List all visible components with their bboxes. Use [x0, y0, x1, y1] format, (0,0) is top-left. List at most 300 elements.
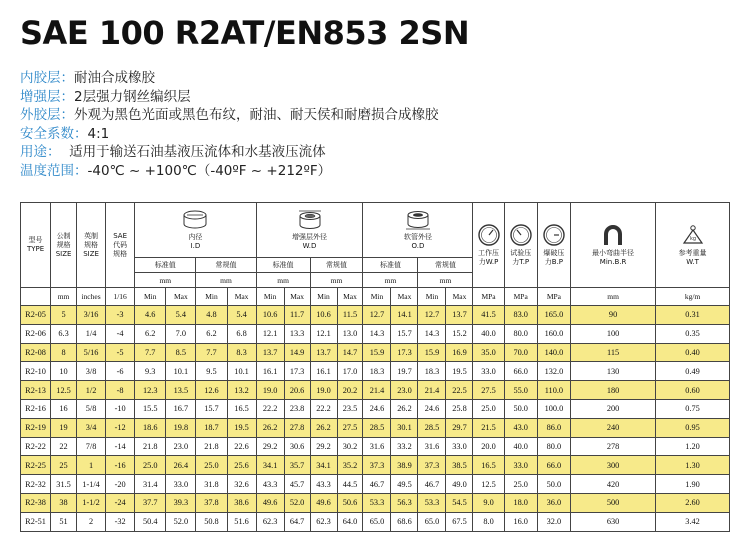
table-cell: 3/4 [77, 418, 106, 437]
table-cell: 14.9 [284, 343, 310, 362]
unit-max: Max [284, 288, 310, 306]
table-cell: 12.5 [473, 475, 504, 494]
table-cell: -5 [106, 343, 135, 362]
table-cell: 21.4 [418, 381, 446, 400]
table-cell: 37.7 [135, 493, 166, 512]
unit-min: Min [135, 288, 166, 306]
table-cell: 13.0 [337, 324, 363, 343]
table-row [21, 437, 730, 456]
table-cell: 300 [571, 456, 656, 475]
table-cell: 20.2 [337, 381, 363, 400]
table-cell: 45.7 [284, 475, 310, 494]
table-cell: 65.0 [363, 512, 391, 531]
table-cell: 10.1 [227, 362, 256, 381]
table-cell: 165.0 [537, 306, 570, 325]
table-cell: 8.5 [166, 343, 196, 362]
unit-min: Min [196, 288, 227, 306]
table-cell: 0.40 [656, 343, 730, 362]
table-cell: 35.2 [337, 456, 363, 475]
table-row [21, 475, 730, 494]
unit-min: Min [310, 288, 337, 306]
table-cell: -32 [106, 512, 135, 531]
table-cell: 15.2 [446, 324, 473, 343]
table-cell: 21.8 [135, 437, 166, 456]
table-cell: -6 [106, 362, 135, 381]
table-cell: 31.6 [363, 437, 391, 456]
table-cell: 80.0 [504, 324, 537, 343]
table-cell: 16.9 [446, 343, 473, 362]
table-cell: 15.5 [135, 399, 166, 418]
unit-max: Max [227, 288, 256, 306]
table-cell: 0.95 [656, 418, 730, 437]
table-cell: 67.5 [446, 512, 473, 531]
table-cell: 38.5 [446, 456, 473, 475]
table-cell: 40.0 [504, 437, 537, 456]
header-common: 常规值 [418, 258, 473, 273]
table-cell: 16.1 [310, 362, 337, 381]
table-cell: 18.3 [418, 362, 446, 381]
table-cell: 18.6 [135, 418, 166, 437]
table-cell: 420 [571, 475, 656, 494]
table-cell: 1/2 [77, 381, 106, 400]
table-cell: 33.2 [391, 437, 418, 456]
table-cell: 26.2 [310, 418, 337, 437]
table-cell: 41.5 [473, 306, 504, 325]
table-cell: 66.0 [537, 456, 570, 475]
header-metric-size: 公制 规格 SIZE [51, 203, 77, 288]
table-row [21, 456, 730, 475]
table-cell: 1 [77, 456, 106, 475]
table-cell: 27.5 [337, 418, 363, 437]
table-cell: 53.3 [363, 493, 391, 512]
spec-key: 安全系数： [20, 125, 88, 142]
table-cell: 14.1 [391, 306, 418, 325]
table-cell: 26.2 [256, 418, 284, 437]
table-cell: 23.0 [391, 381, 418, 400]
table-cell: 37.3 [363, 456, 391, 475]
pressure-gauge-icon [509, 223, 533, 247]
table-row [21, 512, 730, 531]
outer-diameter-icon [403, 209, 433, 231]
table-cell: 12.7 [418, 306, 446, 325]
table-cell: 1-1/2 [77, 493, 106, 512]
table-cell: 68.6 [391, 512, 418, 531]
table-row [21, 493, 730, 512]
table-cell: 19.8 [166, 418, 196, 437]
table-cell: 64.0 [337, 512, 363, 531]
header-std: 标准值 [256, 258, 310, 273]
table-cell: 17.0 [337, 362, 363, 381]
table-cell: 14.3 [363, 324, 391, 343]
table-cell: 49.0 [446, 475, 473, 494]
table-cell: 70.0 [504, 343, 537, 362]
unit-mpa: MPa [473, 288, 504, 306]
table-cell: 37.3 [418, 456, 446, 475]
table-cell: 23.8 [284, 399, 310, 418]
table-cell: 200 [571, 399, 656, 418]
header-wp: 工作压 力W.P [473, 203, 504, 288]
table-cell: 16 [51, 399, 77, 418]
table-cell: 18.7 [196, 418, 227, 437]
header-weight: kg 参考重量 W.T [656, 203, 730, 288]
pressure-gauge-icon [477, 223, 501, 247]
table-cell: 44.5 [337, 475, 363, 494]
table-cell: 49.6 [310, 493, 337, 512]
table-cell: 19.0 [256, 381, 284, 400]
table-cell: 30.2 [337, 437, 363, 456]
table-cell: 25.6 [227, 456, 256, 475]
table-cell: 19.7 [391, 362, 418, 381]
table-cell: 11.5 [337, 306, 363, 325]
table-cell: 9.5 [196, 362, 227, 381]
table-cell: 64.7 [284, 512, 310, 531]
table-cell: 3/16 [77, 306, 106, 325]
table-cell: 14.3 [418, 324, 446, 343]
header-type: 型号 TYPE [21, 203, 51, 288]
unit-max: Max [166, 288, 196, 306]
table-cell: 27.8 [284, 418, 310, 437]
table-cell: 38.9 [391, 456, 418, 475]
table-row [21, 381, 730, 400]
table-cell: 33.0 [473, 362, 504, 381]
weight-icon [681, 223, 705, 247]
table-cell: 66.0 [504, 362, 537, 381]
table-cell: 90 [571, 306, 656, 325]
table-cell: 13.3 [284, 324, 310, 343]
table-cell: 5.4 [227, 306, 256, 325]
page-title: SAE 100 R2AT/EN853 2SN [20, 14, 470, 52]
table-cell: 50.4 [135, 512, 166, 531]
table-cell: 16.0 [504, 512, 537, 531]
table-cell: 3.42 [656, 512, 730, 531]
table-cell: 20.0 [473, 437, 504, 456]
table-cell: -4 [106, 324, 135, 343]
spec-key: 外胶层： [20, 107, 74, 123]
table-cell: 15.9 [363, 343, 391, 362]
unit-sixteenth: 1/16 [106, 288, 135, 306]
table-cell: 25.0 [473, 399, 504, 418]
table-cell: -3 [106, 306, 135, 325]
row-type-cell: R2-06 [21, 324, 51, 343]
spec-temperature [20, 162, 439, 181]
table-cell: 27.5 [473, 381, 504, 400]
table-cell: 12.1 [256, 324, 284, 343]
header-inch-size: 英制 规格 SIZE [77, 203, 106, 288]
unit-max: Max [337, 288, 363, 306]
table-cell: 4.8 [196, 306, 227, 325]
spec-list [20, 69, 439, 180]
table-cell: 9.0 [473, 493, 504, 512]
svg-text:kg: kg [689, 236, 696, 242]
table-cell: 38.6 [227, 493, 256, 512]
spec-key: 温度范围： [20, 162, 88, 179]
spec-key: 增强层： [20, 88, 74, 105]
spec-reinforcement [20, 88, 439, 107]
table-cell: 7.7 [135, 343, 166, 362]
table-cell: -16 [106, 456, 135, 475]
unit-mm: mm [571, 288, 656, 306]
spec-value: 耐油合成橡胶 [74, 70, 155, 86]
table-cell: 21.5 [473, 418, 504, 437]
unit-mm: mm [196, 273, 256, 288]
table-cell: 54.5 [446, 493, 473, 512]
table-cell: 32.6 [227, 475, 256, 494]
spec-value: 2层强力钢丝编织层 [74, 88, 191, 105]
unit-mm: mm [51, 288, 77, 306]
table-cell: 39.3 [166, 493, 196, 512]
table-cell: 19.5 [227, 418, 256, 437]
row-type-cell: R2-32 [21, 475, 51, 494]
row-type-cell: R2-38 [21, 493, 51, 512]
table-cell: 132.0 [537, 362, 570, 381]
table-cell: 13.5 [166, 381, 196, 400]
table-cell: 46.7 [363, 475, 391, 494]
table-cell: 30.1 [391, 418, 418, 437]
table-cell: 0.35 [656, 324, 730, 343]
spec-outer-layer [20, 106, 439, 125]
spec-value: 适用于输送石油基液压流体和水基液压流体 [60, 144, 326, 160]
table-cell: 50.8 [196, 512, 227, 531]
table-cell: 115 [571, 343, 656, 362]
table-cell: 19.0 [310, 381, 337, 400]
table-cell: -24 [106, 493, 135, 512]
table-cell: 6.3 [51, 324, 77, 343]
unit-mpa: MPa [504, 288, 537, 306]
table-cell: 21.8 [196, 437, 227, 456]
table-cell: 38 [51, 493, 77, 512]
table-cell: 51.6 [227, 512, 256, 531]
table-cell: 24.6 [418, 399, 446, 418]
table-row [21, 343, 730, 362]
row-type-cell: R2-10 [21, 362, 51, 381]
header-min-bend-radius: 最小弯曲半径 Min.B.R [571, 203, 656, 288]
table-cell: 22.5 [446, 381, 473, 400]
table-cell: 5/16 [77, 343, 106, 362]
table-cell: 500 [571, 493, 656, 512]
table-cell: 25.8 [446, 399, 473, 418]
row-type-cell: R2-16 [21, 399, 51, 418]
header-std: 标准值 [363, 258, 418, 273]
spec-value: 4:1 [87, 125, 110, 142]
table-cell: 31.4 [135, 475, 166, 494]
table-row [21, 362, 730, 381]
table-cell: 16.7 [166, 399, 196, 418]
table-row [21, 418, 730, 437]
table-cell: 3/8 [77, 362, 106, 381]
table-cell: 180 [571, 381, 656, 400]
table-cell: 8.0 [473, 512, 504, 531]
table-cell: 25.0 [504, 475, 537, 494]
table-cell: 16.5 [227, 399, 256, 418]
table-row [21, 306, 730, 325]
spec-key: 用途： [20, 144, 61, 160]
table-cell: 30.6 [284, 437, 310, 456]
table-cell: -14 [106, 437, 135, 456]
unit-inches: inches [77, 288, 106, 306]
spec-table [20, 202, 730, 532]
table-cell: 86.0 [537, 418, 570, 437]
table-cell: 17.3 [284, 362, 310, 381]
table-cell: 13.7 [256, 343, 284, 362]
table-cell: 23.0 [166, 437, 196, 456]
unit-blank [21, 288, 51, 306]
table-cell: 0.75 [656, 399, 730, 418]
table-cell: 14.7 [337, 343, 363, 362]
header-wd: 增强层外径 W.D [256, 203, 363, 258]
table-cell: 10.1 [166, 362, 196, 381]
table-cell: 7.7 [196, 343, 227, 362]
table-cell: 17.3 [391, 343, 418, 362]
table-cell: 10.6 [310, 306, 337, 325]
table-cell: 6.8 [227, 324, 256, 343]
table-cell: 29.2 [310, 437, 337, 456]
table-cell: 34.1 [256, 456, 284, 475]
table-cell: 0.31 [656, 306, 730, 325]
table-cell: 35.0 [473, 343, 504, 362]
table-cell: 22.2 [256, 399, 284, 418]
table-cell: 49.6 [256, 493, 284, 512]
table-cell: 50.0 [537, 475, 570, 494]
table-cell: 5.4 [166, 306, 196, 325]
row-type-cell: R2-22 [21, 437, 51, 456]
table-cell: 19.5 [446, 362, 473, 381]
header-sae: SAE 代码 规格 [106, 203, 135, 288]
table-cell: 33.0 [166, 475, 196, 494]
table-cell: 12.5 [51, 381, 77, 400]
table-cell: 20.6 [284, 381, 310, 400]
spec-application [20, 143, 439, 162]
table-row [21, 399, 730, 418]
table-cell: 31.5 [51, 475, 77, 494]
table-cell: 43.0 [504, 418, 537, 437]
table-cell: 2 [77, 512, 106, 531]
table-cell: 22.2 [310, 399, 337, 418]
table-row [21, 324, 730, 343]
table-cell: 52.0 [284, 493, 310, 512]
table-cell: 12.1 [310, 324, 337, 343]
table-cell: 36.0 [537, 493, 570, 512]
row-type-cell: R2-51 [21, 512, 51, 531]
table-cell: 43.3 [256, 475, 284, 494]
unit-max: Max [391, 288, 418, 306]
table-cell: 278 [571, 437, 656, 456]
unit-mm: mm [256, 273, 310, 288]
table-cell: -10 [106, 399, 135, 418]
table-cell: 8 [51, 343, 77, 362]
table-cell: 34.1 [310, 456, 337, 475]
table-cell: 4.6 [135, 306, 166, 325]
header-std: 标准值 [135, 258, 196, 273]
table-cell: 13.2 [227, 381, 256, 400]
unit-min: Min [363, 288, 391, 306]
table-cell: 5/8 [77, 399, 106, 418]
unit-mm: mm [135, 273, 196, 288]
table-cell: 10.6 [256, 306, 284, 325]
table-cell: 33.0 [504, 456, 537, 475]
table-cell: 28.5 [418, 418, 446, 437]
unit-kgm: kg/m [656, 288, 730, 306]
table-cell: 6.2 [196, 324, 227, 343]
table-cell: 18.3 [363, 362, 391, 381]
row-type-cell: R2-08 [21, 343, 51, 362]
table-cell: 29.2 [256, 437, 284, 456]
spec-value: -40℃ ~ +100℃（-40ºF ~ +212ºF） [87, 162, 332, 179]
table-cell: 1-1/4 [77, 475, 106, 494]
header-bp: 爆破压 力B.P [537, 203, 570, 288]
table-cell: 33.0 [446, 437, 473, 456]
reinforcement-diameter-icon [295, 209, 325, 231]
spec-safety-factor [20, 125, 439, 144]
unit-mm: mm [363, 273, 418, 288]
table-cell: 22 [51, 437, 77, 456]
table-cell: 56.3 [391, 493, 418, 512]
table-cell: 25 [51, 456, 77, 475]
inner-diameter-icon [180, 209, 210, 231]
table-cell: 7/8 [77, 437, 106, 456]
table-cell: 83.0 [504, 306, 537, 325]
table-cell: -8 [106, 381, 135, 400]
row-type-cell: R2-05 [21, 306, 51, 325]
spec-value: 外观为黑色光面或黑色布纹，耐油、耐天侯和耐磨损合成橡胶 [74, 107, 439, 123]
table-cell: 7.0 [166, 324, 196, 343]
header-od: 软管外径 O.D [363, 203, 473, 258]
table-cell: 51 [51, 512, 77, 531]
table-cell: 12.7 [363, 306, 391, 325]
table-cell: 62.3 [310, 512, 337, 531]
table-cell: 10 [51, 362, 77, 381]
table-cell: 26.2 [391, 399, 418, 418]
table-cell: 32.0 [537, 512, 570, 531]
unit-min: Min [418, 288, 446, 306]
table-cell: 1.20 [656, 437, 730, 456]
table-cell: 31.8 [196, 475, 227, 494]
header-common: 常规值 [196, 258, 256, 273]
table-cell: 100.0 [537, 399, 570, 418]
table-cell: 2.60 [656, 493, 730, 512]
table-cell: 5 [51, 306, 77, 325]
table-cell: 16.5 [473, 456, 504, 475]
table-cell: 29.7 [446, 418, 473, 437]
unit-mm: mm [310, 273, 363, 288]
table-cell: 1/4 [77, 324, 106, 343]
row-type-cell: R2-13 [21, 381, 51, 400]
table-cell: 26.4 [166, 456, 196, 475]
table-cell: 1.30 [656, 456, 730, 475]
table-cell: 15.7 [391, 324, 418, 343]
table-cell: 0.60 [656, 381, 730, 400]
table-cell: 80.0 [537, 437, 570, 456]
unit-min: Min [256, 288, 284, 306]
table-cell: 140.0 [537, 343, 570, 362]
table-cell: 160.0 [537, 324, 570, 343]
table-cell: 15.9 [418, 343, 446, 362]
table-cell: 11.7 [284, 306, 310, 325]
table-cell: 9.3 [135, 362, 166, 381]
bend-radius-icon [601, 223, 625, 247]
table-cell: 16.1 [256, 362, 284, 381]
table-cell: 50.0 [504, 399, 537, 418]
table-cell: 28.5 [363, 418, 391, 437]
header-id: 内径 I.D [135, 203, 256, 258]
table-cell: 55.0 [504, 381, 537, 400]
table-cell: 18.0 [504, 493, 537, 512]
table-cell: 25.0 [196, 456, 227, 475]
table-cell: 25.0 [135, 456, 166, 475]
table-cell: 40.0 [473, 324, 504, 343]
pressure-gauge-icon [542, 223, 566, 247]
table-cell: 15.7 [196, 399, 227, 418]
table-cell: 35.7 [284, 456, 310, 475]
